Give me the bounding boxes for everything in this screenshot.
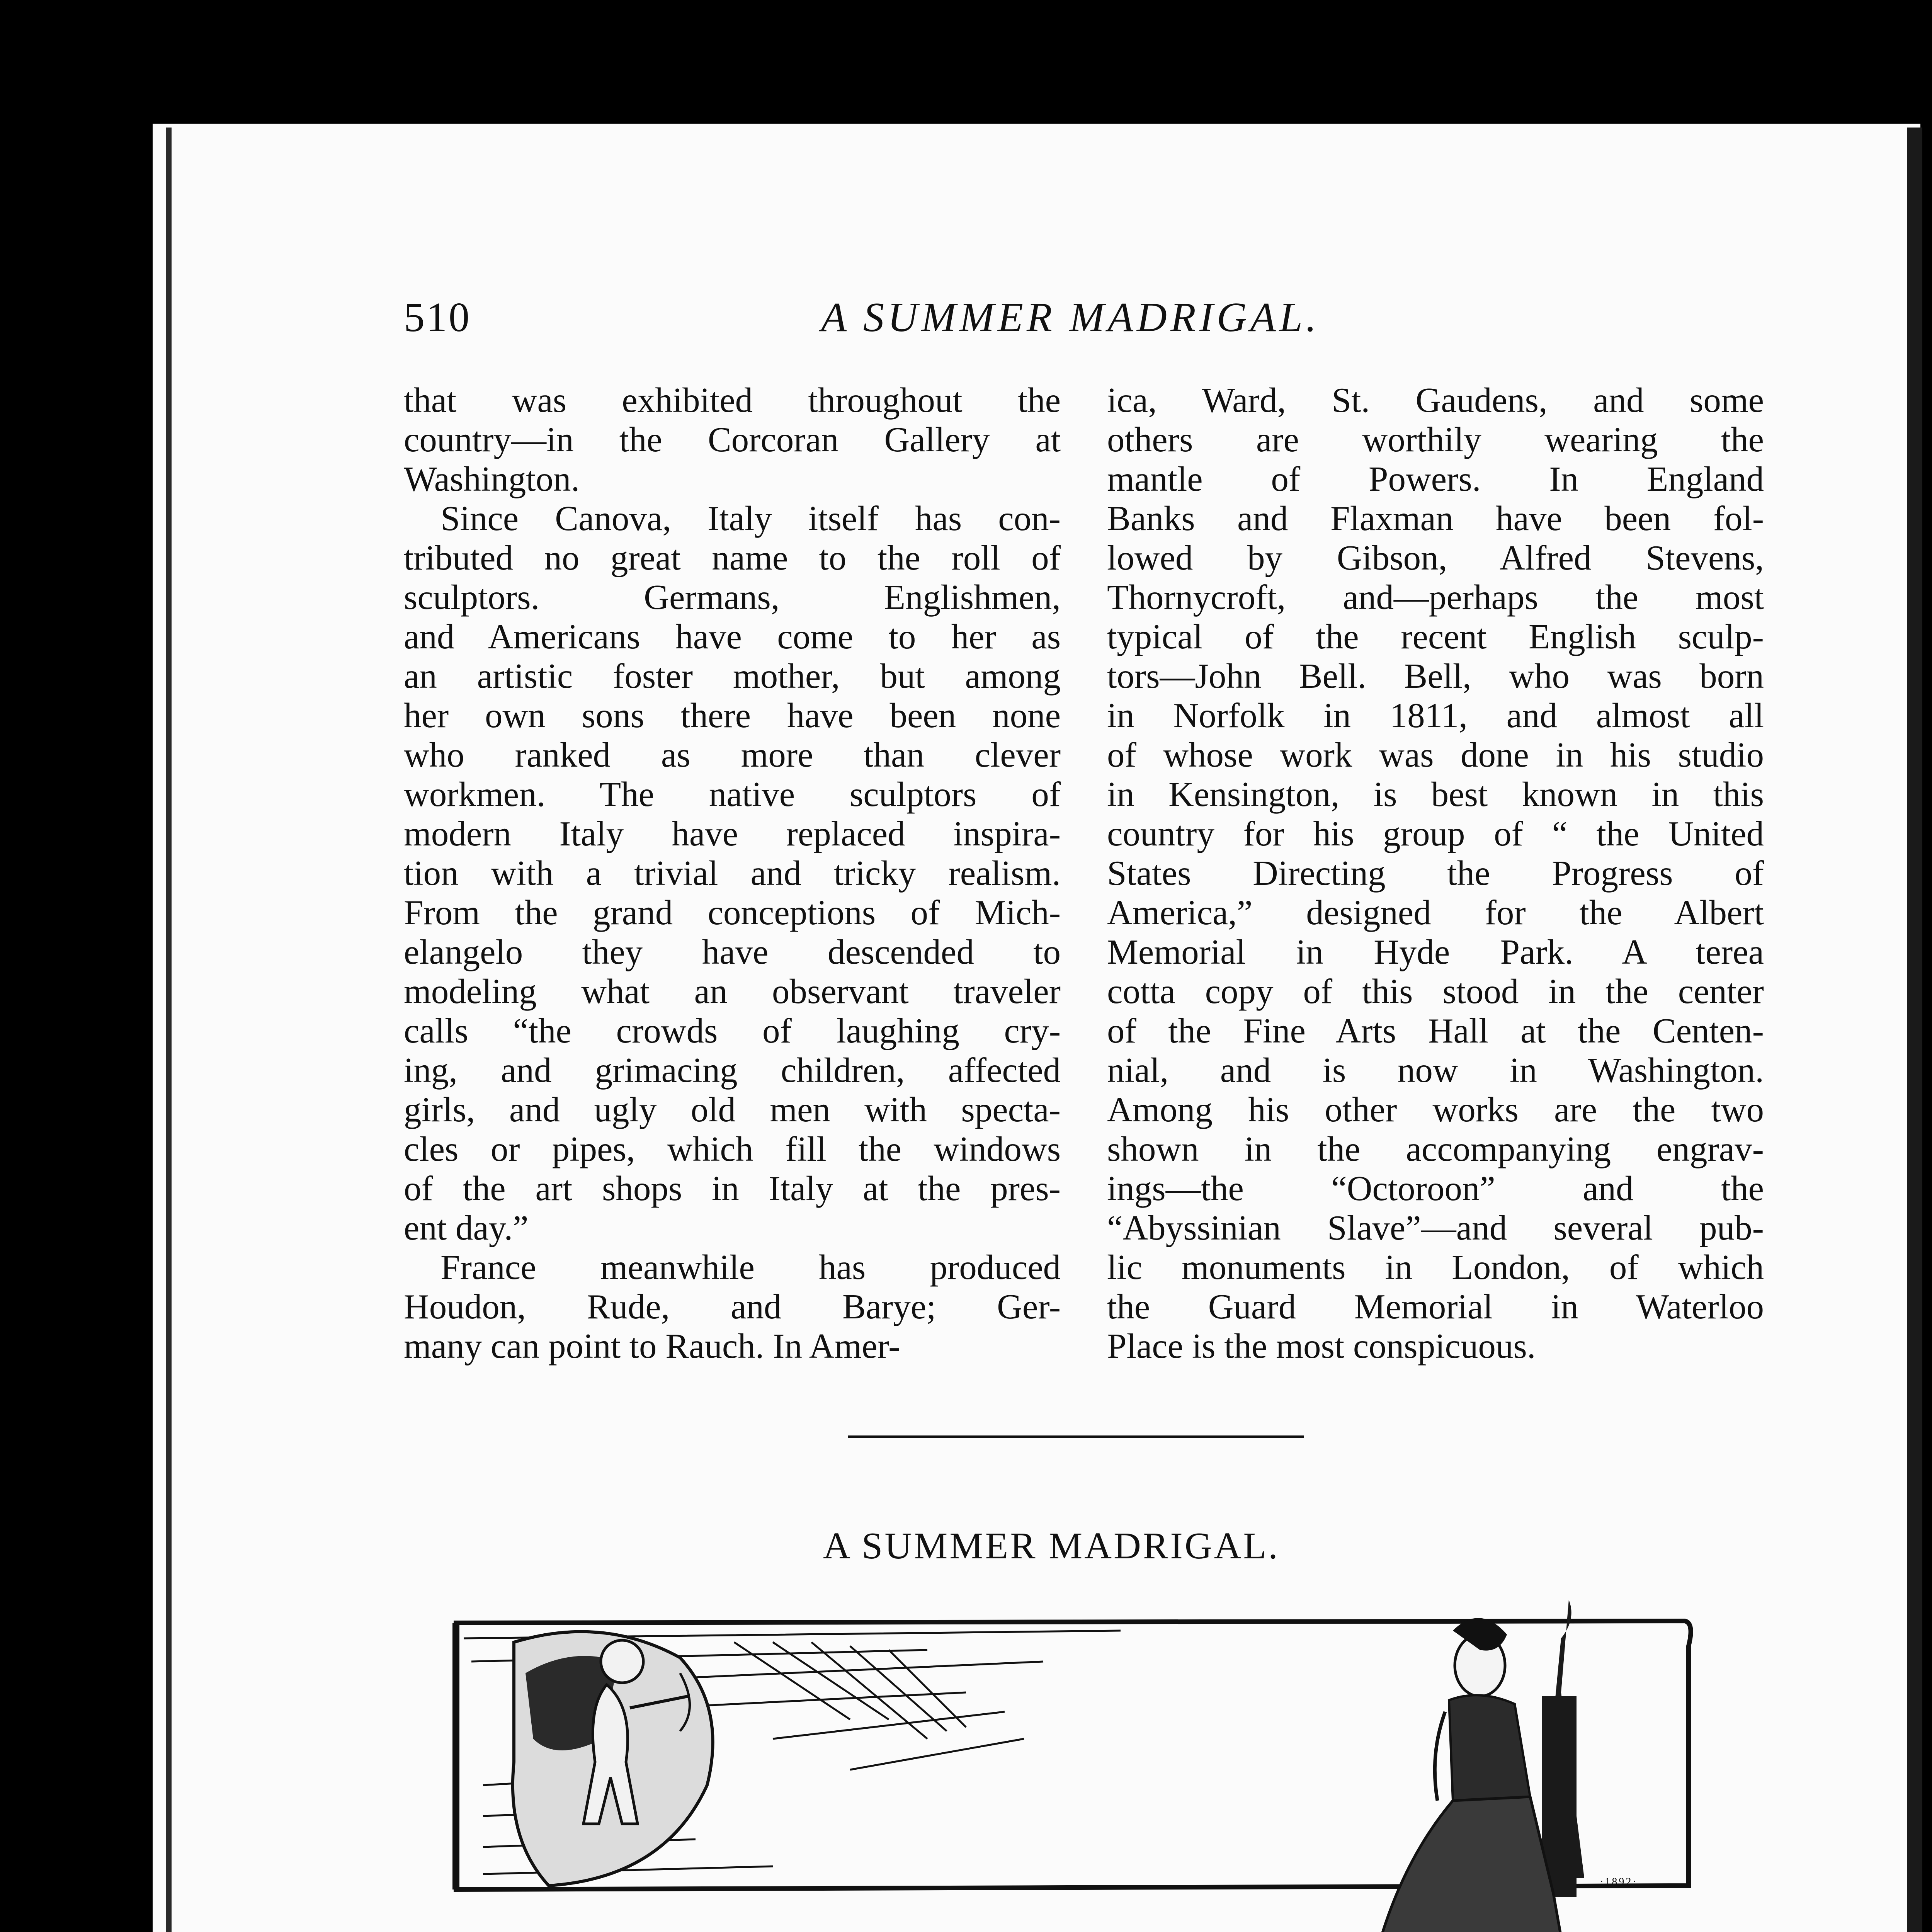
text-line: in Kensington, is best known in this xyxy=(1107,775,1764,814)
text-line: her own sons there have been none xyxy=(404,696,1061,735)
text-line: of whose work was done in his studio xyxy=(1107,735,1764,774)
text-line: cotta copy of this stood in the center xyxy=(1107,972,1764,1011)
text-line: Thornycroft, and—perhaps the most xyxy=(1107,578,1764,617)
text-line: America,” designed for the Albert xyxy=(1107,893,1764,932)
text-line: typical of the recent English sculp- xyxy=(1107,617,1764,656)
text-line: and Americans have come to her as xyxy=(404,617,1061,656)
text-line: mantle of Powers. In England xyxy=(1107,459,1764,498)
text-line: tors—John Bell. Bell, who was born xyxy=(1107,656,1764,696)
text-line: modern Italy have replaced inspira- xyxy=(404,814,1061,853)
text-line: an artistic foster mother, but among xyxy=(404,656,1061,696)
running-title: A SUMMER MADRIGAL. xyxy=(821,294,1320,340)
text-line: shown in the accompanying engrav- xyxy=(1107,1129,1764,1168)
page-number: 510 xyxy=(404,294,471,340)
text-line: Among his other works are the two xyxy=(1107,1090,1764,1129)
text-line: country—in the Corcoran Gallery at xyxy=(404,420,1061,459)
text-line: ica, Ward, St. Gaudens, and some xyxy=(1107,381,1764,420)
text-line: Banks and Flaxman have been fol- xyxy=(1107,499,1764,538)
cupid-vignette xyxy=(513,1632,713,1886)
text-line: nial, and is now in Washington. xyxy=(1107,1051,1764,1090)
text-line: elangelo they have descended to xyxy=(404,932,1061,971)
text-line: who ranked as more than clever xyxy=(404,735,1061,774)
seated-lady-figure xyxy=(1240,1600,1584,1932)
text-line: tributed no great name to the roll of xyxy=(404,538,1061,577)
text-line: country for his group of “ the United xyxy=(1107,814,1764,853)
text-line: Memorial in Hyde Park. A terea xyxy=(1107,932,1764,971)
text-line: in Norfolk in 1811, and almost all xyxy=(1107,696,1764,735)
text-line: “Abyssinian Slave”—and several pub- xyxy=(1107,1208,1764,1247)
text-line: Place is the most conspicuous. xyxy=(1107,1327,1536,1366)
text-line: lic monuments in London, of which xyxy=(1107,1248,1764,1287)
text-line: others are worthily wearing the xyxy=(1107,420,1764,459)
text-line: Since Canova, Italy itself has con- xyxy=(440,499,1061,538)
text-line: many can point to Rauch. In Amer- xyxy=(404,1327,900,1366)
text-line: ings—the “Octoroon” and the xyxy=(1107,1169,1764,1208)
text-line: Washington. xyxy=(404,459,580,498)
text-line: tion with a trivial and tricky realism. xyxy=(404,854,1061,893)
text-line: that was exhibited throughout the xyxy=(404,381,1061,420)
text-line: lowed by Gibson, Alfred Stevens, xyxy=(1107,538,1764,577)
text-line: workmen. The native sculptors of xyxy=(404,775,1061,814)
illustration-signature: ·1892· xyxy=(1600,1876,1638,1888)
text-line: girls, and ugly old men with specta- xyxy=(404,1090,1061,1129)
text-line: From the grand conceptions of Mich- xyxy=(404,893,1061,932)
text-line: the Guard Memorial in Waterloo xyxy=(1107,1287,1764,1326)
text-line: modeling what an observant traveler xyxy=(404,972,1061,1011)
text-line: ing, and grimacing children, affected xyxy=(404,1051,1061,1090)
text-line: ent day.” xyxy=(404,1208,529,1247)
poem-title: A SUMMER MADRIGAL. xyxy=(823,1525,1280,1567)
text-line: Houdon, Rude, and Barye; Ger- xyxy=(404,1287,1061,1326)
text-line: sculptors. Germans, Englishmen, xyxy=(404,578,1061,617)
text-line: calls “the crowds of laughing cry- xyxy=(404,1011,1061,1050)
text-line: of the Fine Arts Hall at the Centen- xyxy=(1107,1011,1764,1050)
text-line: States Directing the Progress of xyxy=(1107,854,1764,893)
text-line: of the art shops in Italy at the pres- xyxy=(404,1169,1061,1208)
text-line: cles or pipes, which fill the windows xyxy=(404,1129,1061,1168)
text-line: France meanwhile has produced xyxy=(440,1248,1061,1287)
